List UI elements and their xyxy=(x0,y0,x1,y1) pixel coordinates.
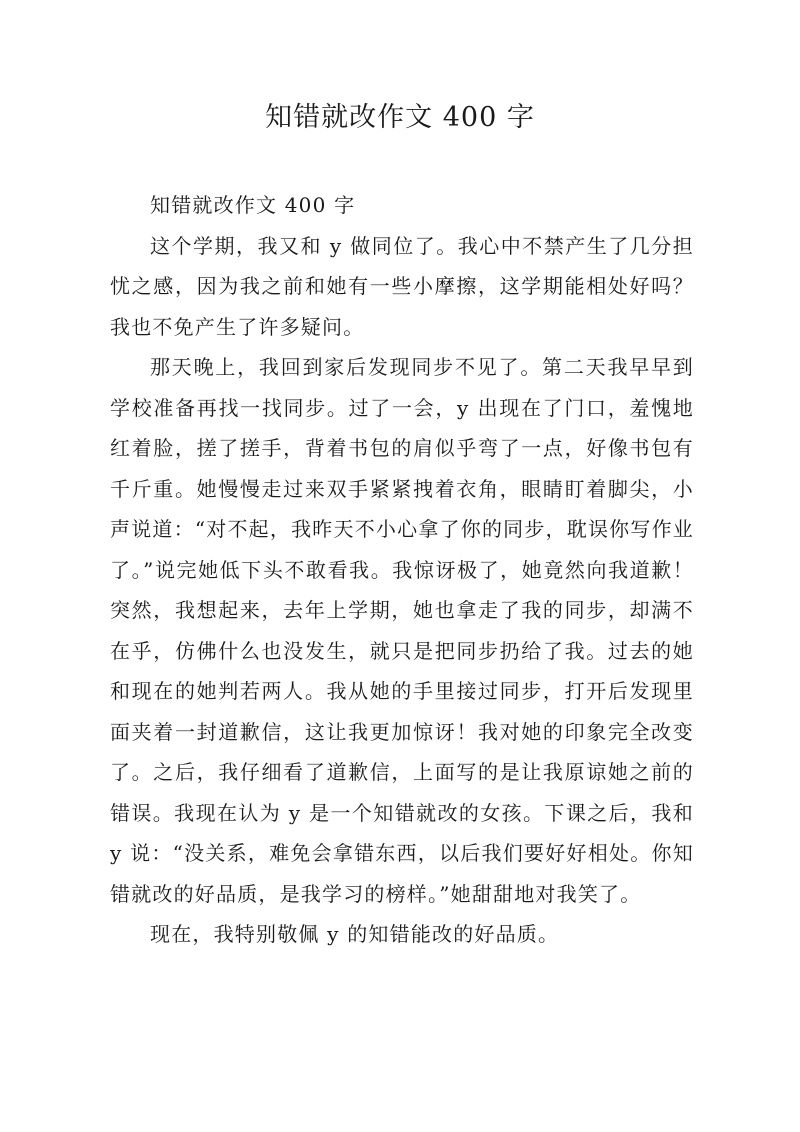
paragraph-story: 那天晚上，我回到家后发现同步不见了。第二天我早早到学校准备再找一找同步。过了一会，y 出现在了门口，羞愧地红着脸，搓了搓手，背着书包的肩似乎弯了一点，好像书包有千斤重。她慢慢走过来双手紧紧拽着衣角，眼睛盯着脚尖，小声说道：“对不起，我昨天不小心拿了你的同步，耽误你写作业了。”说完她低下头不敢看我。我惊讶极了，她竟然向我道歉！突然，我想起来，去年上学期，她也拿走了我的同步，却满不在乎，仿佛什么也没发生，就只是把同步扔给了我。过去的她和现在的她判若两人。我从她的手里接过同步，打开后发现里面夹着一封道歉信，这让我更加惊讶！我对她的印象完全改变了。之后，我仔细看了道歉信，上面写的是让我原谅她之前的错误。我现在认为 y 是一个知错就改的女孩。下课之后，我和 y 说：“没关系，难免会拿错东西，以后我们要好好相处。你知错就改的好品质，是我学习的榜样。”她甜甜地对我笑了。 xyxy=(110,355,694,906)
paragraph-intro: 这个学期，我又和 y 做同位了。我心中不禁产生了几分担忧之感，因为我之前和她有一些小摩擦，这学期能相处好吗？我也不免产生了许多疑问。 xyxy=(110,233,694,339)
paragraph-conclusion: 现在，我特别敬佩 y 的知错能改的好品质。 xyxy=(150,922,560,946)
document-title: 知错就改作文 400 字 xyxy=(265,102,535,133)
paragraph-subtitle: 知错就改作文 400 字 xyxy=(150,193,356,217)
document-body xyxy=(110,185,694,955)
